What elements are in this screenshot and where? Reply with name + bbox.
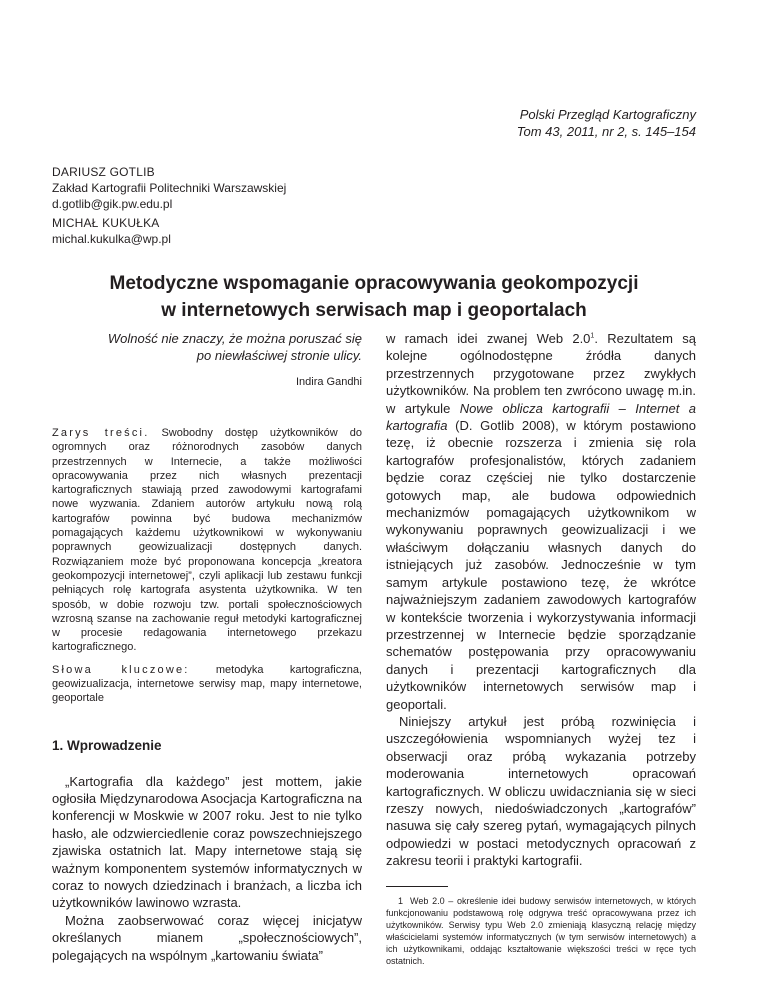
- footnote-mark: 1: [398, 895, 404, 906]
- right-paragraph-1: [386, 330, 696, 713]
- left-column: [52, 330, 362, 964]
- author-2: [52, 215, 286, 247]
- section-heading: 1. Wprowadzenie: [52, 737, 162, 753]
- right-column: [386, 330, 696, 967]
- abstract-label: Zarys treści.: [52, 427, 150, 439]
- article-title: [52, 270, 696, 324]
- keywords-text: metodyka kartograficzna, geowizualizacja, internetowe serwisy map, mapy internetowe, geoportale: [52, 663, 362, 705]
- right-p1-part-b: . Rezultatem są kolejne ogólnodostępne źródła danych przestrzennych przygotowane przez zwykłych użytkowników. Na problem ten zwrócono uwagę m.in. w artykule: [386, 331, 696, 416]
- footnote-divider: [386, 886, 448, 887]
- journal-header: [517, 106, 696, 140]
- author-1: [52, 164, 286, 212]
- article-title-line-1: Metodyczne wspomaganie opracowywania geokompozycji: [109, 273, 639, 294]
- author-1-affiliation: Zakład Kartografii Politechniki Warszawskiej: [52, 181, 287, 195]
- abstract: [52, 426, 362, 655]
- keywords-label: Słowa kluczowe:: [52, 663, 190, 676]
- author-2-email: michal.kukulka@wp.pl: [52, 232, 171, 246]
- footnote-text: Web 2.0 – określenie idei budowy serwisów internetowych, w których funkcjonowaniu podstawową rolę odgrywa treść opracowywana przez ich użytkowników. Serwisy typu Web 2.0 zmieniają klasyczną relację między właścicielami systemów informatycznych (w tym serwisów internetowych) a ich użytkownikami, oddając kształtowanie większości treści w ręce tych ostatnich.: [386, 895, 696, 966]
- journal-name: Polski Przegląd Kartograficzny: [519, 107, 696, 122]
- author-1-name: DARIUSZ GOTLIB: [52, 165, 155, 179]
- right-p1-part-c: (D. Gotlib 2008), w którym postawiono tezę, iż obecnie rozszerza i zmienia się rola kartografów profesjonalistów, których zadaniem będzie coraz częściej nie tylko dostarczenie gotowych map, ale budowa odpowiednich mechanizmów pomagających użytkownikom w wykonywaniu poprawnych geowizualizacji i we właściwym dołączaniu własnych danych do istniejących już zasobów. Jednocześnie w tym samym artykule postawiono tezę, że wkrótce najważniejszym zadaniem zawodowych kartografów w kontekście tworzenia i wykorzystywania informacji przestrzennej w Internecie będzie sporządzanie schematów postępowania przy opracowywaniu danych i prezentacji kartograficznych dla użytkowników internetowych serwisów map i geoportali.: [386, 418, 696, 712]
- motto: [52, 330, 362, 364]
- intro-paragraph-1: „Kartografia dla każdego” jest mottem, jakie ogłosiła Międzynarodowa Asocjacja Kartograficzna na konferencji w Moskwie w 2007 roku. Jest to nie tylko hasło, ale odzwierciedlenie coraz powszechniejszego zjawiska ostatnich lat. Mapy internetowe stają się ważnym komponentem systemów informatycznych w coraz to nowych dziedzinach i branżach, a liczba ich użytkowników lawinowo wzrasta.: [52, 773, 363, 911]
- author-list: [52, 164, 286, 250]
- motto-line-2: po niewłaściwej stronie ulicy.: [196, 348, 362, 363]
- right-paragraph-2: Niniejszy artykuł jest próbą rozwinięcia i uszczegółowienia wspomnianych wyżej tez i obserwacji oraz próbą wykazania potrzeby moderowania internetowych opracowań kartograficznych. W obliczu uwidaczniania się w sieci rzeszy nowych, niedoświadczonych „kartografów” nasuwa się cały szereg pytań, wymagających pilnych odpowiedzi w postaci metodycznych opracowań z zakresu teorii i praktyki kartografii.: [386, 713, 696, 869]
- footnote-ref: 1: [590, 332, 595, 340]
- article-title-line-2: w internetowych serwisach map i geoportalach: [161, 300, 587, 321]
- motto-author: Indira Gandhi: [295, 376, 362, 388]
- journal-volume: Tom 43, 2011, nr 2, s. 145–154: [516, 124, 696, 139]
- abstract-text: Swobodny dostęp użytkowników do ogromnych oraz różnorodnych zasobów danych przestrzennych w Internecie, a także możliwości opracowywania przez nich własnych prezentacji kartograficznych stawiają przed zawodowymi kartografami nowe wyzwania. Zdaniem autorów artykułu nową rolą kartografów powinna być budowa mechanizmów pomagających każdemu użytkownikowi w wykonywaniu poprawnych geowizualizacji dostępnych danych. Rozwiązaniem może być proponowana koncepcja „kreatora geokompozycji internetowej”, czyli aplikacji lub zestawu funkcji pełniących rolę kartografa asystenta użytkownika. W ten sposób, w dobie rozwoju tzw. portali społecznościowych wzrosną szanse na zachowanie reguł metodyki kartograficznej w procesie redagowania internetowego przekazu kartograficznego.: [52, 427, 362, 654]
- intro-paragraph-2: Można zaobserwować coraz więcej inicjatyw określanych mianem „społecznościowych”, polegających na wspólnym „kartowaniu świata”: [52, 912, 362, 963]
- keywords: [52, 663, 362, 706]
- author-1-email: d.gotlib@gik.pw.edu.pl: [52, 197, 173, 211]
- author-2-name: MICHAŁ KUKUŁKA: [52, 216, 160, 230]
- motto-line-1: Wolność nie znaczy, że można poruszać się: [107, 331, 362, 346]
- right-p1-part-a: w ramach idei zwanej Web 2.0: [386, 331, 591, 346]
- footnote: [386, 895, 696, 967]
- cited-article-title: Nowe oblicza kartografii – Internet a kartografia: [386, 400, 696, 434]
